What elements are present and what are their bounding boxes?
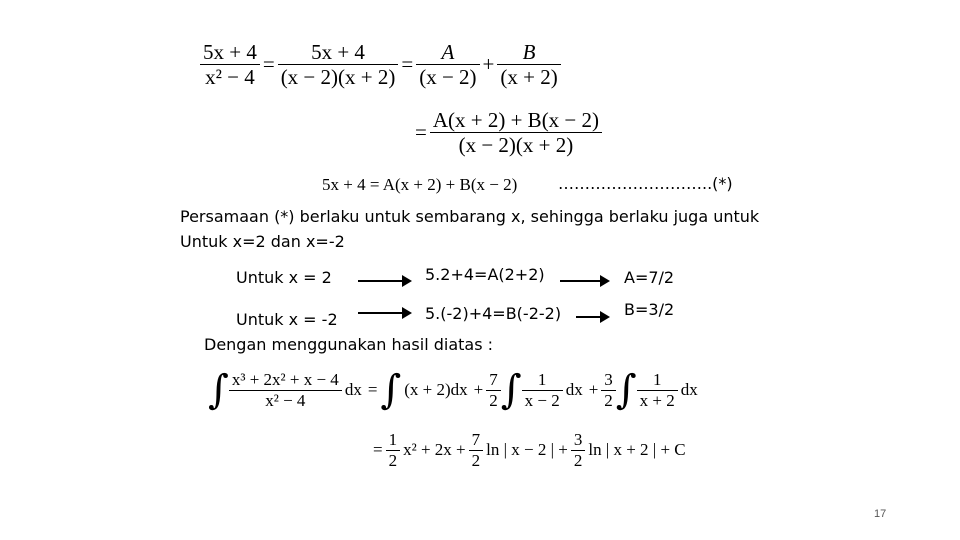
numerator: 5x + 4 bbox=[203, 40, 257, 64]
case-2-equation: 5.(-2)+4=B(-2-2) bbox=[425, 304, 562, 323]
numerator: B bbox=[522, 40, 536, 64]
polynomial-term: (x + 2)dx bbox=[404, 380, 468, 400]
denominator: x² − 4 bbox=[205, 65, 255, 90]
case-2-label: Untuk x = -2 bbox=[236, 310, 338, 329]
fraction-a bbox=[416, 40, 479, 89]
equation-marker: ………………………..(*) bbox=[558, 174, 733, 193]
fraction-combined bbox=[430, 108, 602, 157]
numerator: A bbox=[441, 40, 455, 64]
fraction-factored bbox=[278, 40, 399, 89]
coefficient-fraction bbox=[601, 370, 616, 410]
conclusion-text: Dengan menggunakan hasil diatas : bbox=[204, 335, 494, 354]
arrow-right-icon bbox=[560, 280, 608, 282]
denominator: 2 bbox=[489, 390, 498, 410]
page-number: 17 bbox=[874, 508, 887, 520]
case-1-result: A=7/2 bbox=[624, 268, 675, 287]
statement-line-2: Untuk x=2 dan x=-2 bbox=[180, 232, 345, 251]
case-1-equation: 5.2+4=A(2+2) bbox=[425, 265, 545, 284]
denominator: x² − 4 bbox=[265, 390, 306, 410]
integral-result: = $\frac{1}{2}$ x² + 2x + $\frac{7}{2}$ ln | x − 2 | + $\frac{3}{2}$ ln | x + 2 | + C bbox=[370, 430, 689, 470]
numerator: 1 bbox=[388, 430, 398, 449]
coefficient-fraction bbox=[486, 370, 501, 410]
denominator: 2 bbox=[604, 390, 613, 410]
integral-sign-icon: ∫ bbox=[615, 367, 637, 414]
case-1-label: Untuk x = 2 bbox=[236, 268, 332, 287]
denominator: (x − 2)(x + 2) bbox=[280, 65, 396, 90]
partial-fraction-1 bbox=[522, 370, 563, 410]
polynomial-terms: x² + 2x + bbox=[403, 440, 466, 460]
dx: dx bbox=[680, 380, 698, 400]
numerator: 5x + 4 bbox=[311, 40, 365, 64]
denominator: 2 bbox=[573, 450, 583, 470]
integral-sign-icon: ∫ bbox=[208, 367, 229, 414]
numerator: 3 bbox=[604, 370, 613, 389]
integral-sign-icon: ∫ bbox=[500, 367, 522, 414]
log-term-1: ln | x − 2 | + bbox=[486, 440, 568, 460]
integral-sign-icon: ∫ bbox=[380, 367, 402, 414]
integrand-fraction bbox=[229, 370, 342, 410]
arrow-right-icon bbox=[358, 280, 410, 282]
denominator: (x − 2) bbox=[419, 65, 477, 90]
denominator: 2 bbox=[388, 450, 398, 470]
equation-combined: = $\frac{A(x + 2) + B(x - 2)}{(x - 2)(x + 2)}$ bbox=[412, 108, 602, 157]
numerator: x³ + 2x² + x − 4 bbox=[231, 370, 339, 389]
coefficient-fraction bbox=[571, 430, 586, 470]
fraction-b bbox=[497, 40, 560, 89]
denominator: x − 2 bbox=[524, 390, 560, 410]
equals-sign: = bbox=[367, 380, 378, 400]
numerator: 1 bbox=[537, 370, 547, 389]
case-2-result: B=3/2 bbox=[624, 300, 675, 319]
dx: dx bbox=[565, 380, 583, 400]
denominator: (x + 2) bbox=[500, 65, 558, 90]
log-term-2: ln | x + 2 | + C bbox=[588, 440, 686, 460]
equation-partial-fraction: $\frac{5x + 4}{\text{x² − 4}}$ = $\frac{5x + 4}{(x - 2)(x + 2)}$ = $\frac{A}{(x - 2)}$ + $\frac{B}{(x + 2)}$ bbox=[200, 40, 561, 89]
statement-line-1: Persamaan (*) berlaku untuk sembarang x, sehingga berlaku juga untuk bbox=[180, 207, 760, 226]
numerator: 3 bbox=[573, 430, 583, 449]
fraction-lhs bbox=[200, 40, 260, 89]
equation-identity: 5x + 4 = A(x + 2) + B(x − 2) bbox=[322, 175, 518, 194]
numerator: 7 bbox=[471, 430, 481, 449]
numerator: 1 bbox=[652, 370, 662, 389]
numerator: 7 bbox=[489, 370, 498, 389]
denominator: (x − 2)(x + 2) bbox=[458, 133, 574, 158]
numerator: A(x + 2) + B(x − 2) bbox=[432, 108, 600, 132]
arrow-right-icon bbox=[576, 316, 608, 318]
integral-decomposition: ∫ $\frac{\text{x³ + 2x² + x − 4}}{\text{x² − 4}}$ dx =∫ (x + 2)dx + $\frac{7}{2}$ ∫ $\frac{1}{x - 2}$ dx + $\frac{3}{2}$ ∫ $\frac{1}{x + 2}$ dx bbox=[208, 370, 701, 410]
coefficient-fraction bbox=[386, 430, 401, 470]
denominator: x + 2 bbox=[639, 390, 675, 410]
coefficient-fraction bbox=[469, 430, 484, 470]
arrow-right-icon bbox=[358, 312, 410, 314]
dx: dx bbox=[344, 380, 362, 400]
denominator: 2 bbox=[471, 450, 481, 470]
partial-fraction-2 bbox=[637, 370, 678, 410]
